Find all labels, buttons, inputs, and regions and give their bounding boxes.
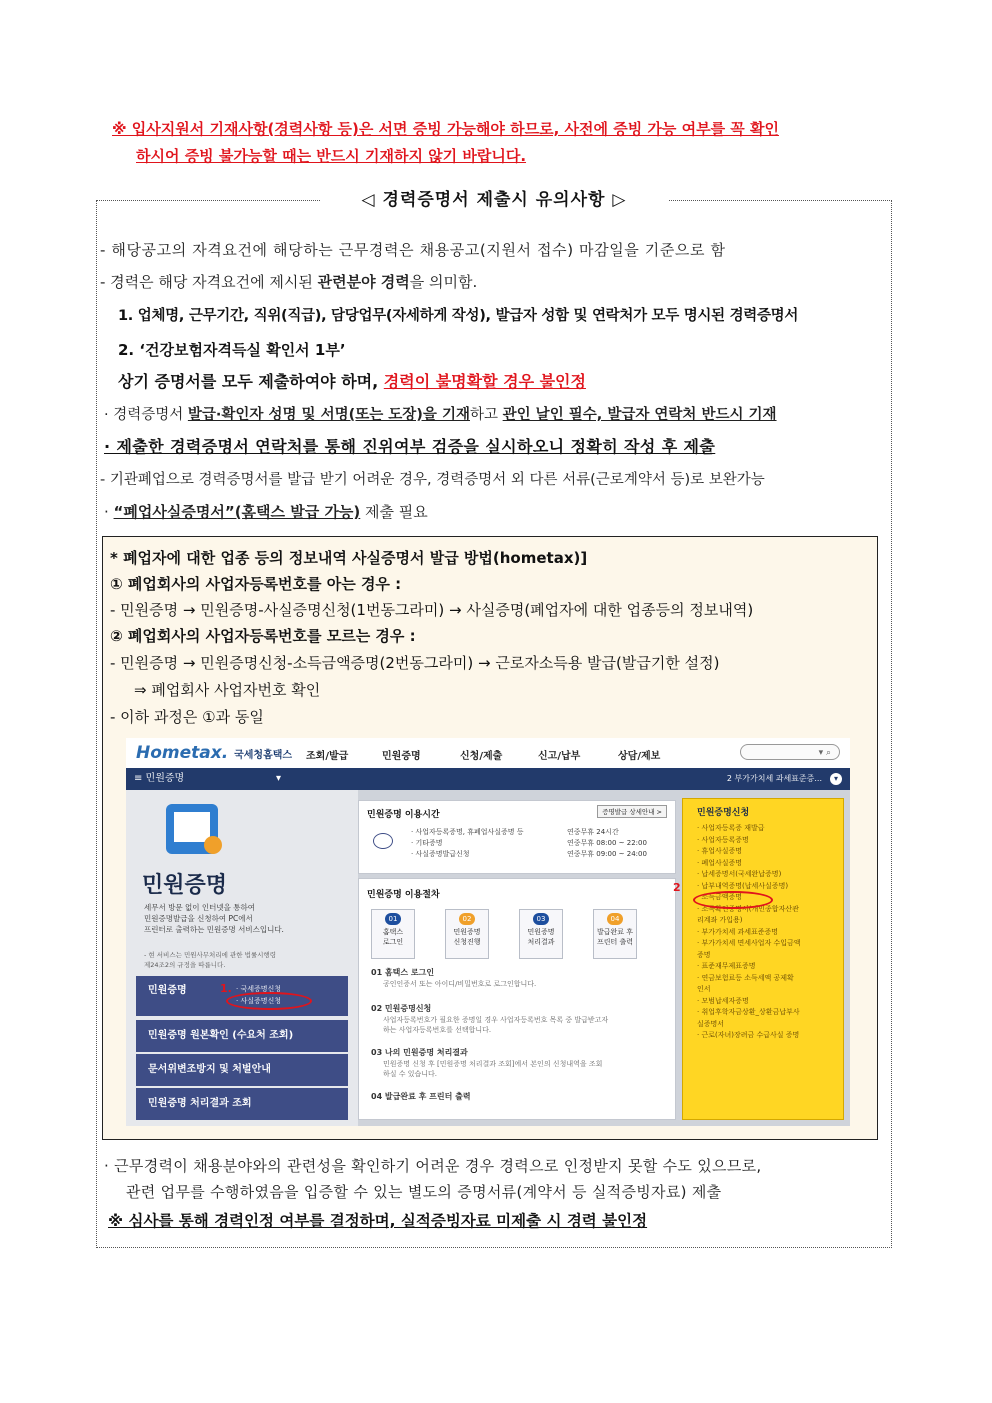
text-line-9: · “폐업사실증명서”(홈택스 발급 가능) 제출 필요	[104, 503, 428, 521]
result-button[interactable]: 민원증명 처리결과 조회	[136, 1088, 348, 1120]
page-description: 세무서 방문 없이 인터넷을 통하여 민원증명발급을 신청하여 PC에서 프린터로 출력하는 민원증명 서비스입니다.	[144, 903, 284, 934]
cert-apply-title: 민원증명신청	[697, 808, 750, 818]
proc-step-3: 03 나의 민원증명 처리결과	[371, 1048, 468, 1057]
cert-list-item[interactable]: · 사업자등록증 재발급	[697, 824, 765, 832]
cert-list-item[interactable]: · 근로(자녀)장려금 수급사실 증명	[697, 1031, 800, 1039]
box-line-5: - 민원증명 → 민원증명신청-소득금액증명(2번동그라미) → 근로자소득용 발급(발급기한 설정)	[110, 654, 720, 672]
notice-line-2: 하시어 증빙 불가능할 때는 반드시 기재하지 않기 바랍니다.	[136, 147, 527, 165]
box-line-7: - 이하 과정은 ①과 동일	[110, 708, 264, 726]
box-line-4: ② 폐업회사의 사업자등록번호를 모르는 경우 :	[110, 627, 416, 645]
cert-list-item[interactable]: · 소득금액증명	[697, 893, 743, 901]
menu-label[interactable]: ≡ 민원증명	[134, 773, 185, 784]
notice-line-1: ※ 입사지원서 기재사항(경력사항 등)은 서면 증빙 가능해야 하므로, 사전에 증빙 가능 여부를 꼭 확인	[112, 120, 779, 138]
nav-item[interactable]: 민원증명	[382, 751, 421, 762]
cert-list-item[interactable]: · 모범납세자증명	[697, 996, 749, 1005]
text-line-4: 2. ‘건강보험자격득실 확인서 1부’	[118, 341, 346, 359]
proc-step-2-desc: 하는 사업자등록번호를 선택합니다.	[383, 1026, 492, 1034]
step-box: 01 홈택스 로그인	[371, 909, 415, 959]
proc-step-1-desc: 공인인증서 또는 아이디/비밀번호로 로그인합니다.	[383, 980, 537, 988]
proc-step-2-desc: 사업자등록번호가 필요한 증명일 경우 사업자등록번호 목록 중 발급받고자	[383, 1016, 609, 1024]
bottom-line-2: 관련 업무를 수행하였음을 입증할 수 있는 별도의 증명서류(계약서 등 실적증빙자료) 제출	[126, 1183, 722, 1201]
nav-item[interactable]: 조회/발급	[306, 751, 349, 762]
cert-list-item[interactable]: · 휴업사실증명	[697, 847, 743, 855]
cert-list-item[interactable]: 증명	[697, 950, 711, 959]
cert-list-item[interactable]: · 폐업사실증명	[697, 858, 743, 867]
bar-right[interactable]: 2 부가가치세 과세표준증...	[726, 774, 822, 783]
nav-item[interactable]: 신청/제출	[460, 751, 503, 762]
hometax-screenshot	[126, 738, 850, 1126]
box-line-1: * 폐업자에 대한 업종 등의 정보내역 사실증명서 발급 방법(hometax)]	[110, 549, 588, 567]
cert-list-item[interactable]: · 납세증명서(국세완납증명)	[697, 870, 782, 878]
procedure-title: 민원증명 이용절차	[367, 890, 440, 900]
section-title: ◁ 경력증명서 제출시 유의사항 ▷	[320, 184, 668, 216]
proc-step-3-desc: 민원증명 신청 후 [민원증명 처리결과 조회]에서 본인의 신청내역을 조회	[383, 1060, 603, 1068]
cert-list	[697, 823, 801, 1042]
cert-apply-panel	[673, 798, 844, 1120]
top-notice	[112, 116, 902, 170]
cert-list-item[interactable]: · 표준재무제표증명	[697, 962, 756, 970]
menu-bar	[126, 768, 850, 790]
text-line-7: · 제출한 경력증명서 연락처를 통해 진위여부 검증을 실시하오니 정확히 작성 후 제출	[104, 437, 716, 456]
text-line-1: - 해당공고의 자격요건에 해당하는 근무경력은 채용공고(지원서 접수) 마감일을 기준으로 함	[100, 241, 726, 259]
proc-step-2: 02 민원증명신청	[371, 1004, 432, 1013]
nav-item[interactable]: 신고/납부	[538, 751, 581, 762]
highlight-oval	[693, 891, 773, 909]
cert-list-item[interactable]: · 연금보험료등 소득세액 공제확	[697, 973, 794, 982]
text-line-5: 상기 증명서를 모두 제출하여야 하며, 경력이 불명확할 경우 불인정	[118, 372, 586, 391]
box-line-2: ① 폐업회사의 사업자등록번호를 아는 경우 :	[110, 575, 402, 593]
hometax-logo: Hometax. 국세청홈택스	[136, 743, 293, 763]
usage-procedure-card	[358, 878, 676, 1120]
text-line-8: - 기관폐업으로 경력증명서를 발급 받기 어려운 경우, 경력증명서 외 다른 서류(근로계약서 등)로 보완가능	[100, 472, 765, 488]
cert-list-item[interactable]: · 취업후학자금상환_상환금납부사	[697, 1008, 800, 1016]
box-line-6: ⇒ 폐업회사 사업자번호 확인	[134, 681, 321, 699]
clock-icon	[373, 833, 393, 849]
civil-cert-button[interactable]: 민원증명	[136, 976, 348, 1016]
bottom-line-1: · 근무경력이 채용분야와의 관련성을 확인하기 어려운 경우 경력으로 인정받지 못할 수도 있으므로,	[104, 1157, 762, 1175]
proc-step-4: 04 발급완료 후 프린터 출력	[371, 1092, 471, 1101]
chevron-down-icon[interactable]: ▾	[830, 773, 842, 785]
proc-step-1: 01 홈택스 로그인	[371, 968, 435, 977]
nav-item[interactable]: 상담/제보	[618, 751, 661, 762]
highlight-oval	[226, 992, 312, 1010]
verify-button[interactable]: 민원증명 원본확인 (수요처 조회)	[136, 1020, 348, 1052]
page-note: - 현 서비스는 민원사무처리에 관한 법률시행령 제24조2의 규정을 따릅니다.	[144, 951, 276, 969]
sub-link[interactable]: · 사실증명신청	[236, 997, 282, 1005]
step-box: 02 민원증명 신청진행	[445, 909, 489, 959]
sub-link[interactable]: · 국세증명신청	[236, 985, 282, 993]
search-icon: ⌕	[825, 748, 831, 758]
cert-list-item[interactable]: · 납부내역증명(납세사실증명)	[697, 881, 789, 890]
cert-list-item[interactable]: 실증명서	[697, 1019, 725, 1028]
bottom-line-3: ※ 심사를 통해 경력인정 여부를 결정하며, 실적증빙자료 미제출 시 경력 불인정	[108, 1212, 648, 1230]
text-line-2: - 경력은 해당 자격요건에 제시된 관련분야 경력을 의미함.	[100, 273, 478, 291]
chevron-down-icon: ▾	[276, 773, 282, 784]
cert-list-item[interactable]: 인서	[697, 985, 711, 993]
marker-1: 1.	[220, 982, 232, 995]
forgery-guide-button[interactable]: 문서위변조방지 및 처벌안내	[136, 1054, 348, 1086]
box-line-3: - 민원증명 → 민원증명-사실증명신청(1번동그라미) → 사실증명(폐업자에 대한 업종등의 정보내역)	[110, 601, 754, 619]
cert-list-item[interactable]: · 부가가치세 과세표준증명	[697, 927, 779, 936]
page-title: 민원증명	[142, 873, 228, 898]
step-box: 03 민원증명 처리결과	[519, 909, 563, 959]
left-panel	[126, 790, 358, 1126]
cert-list-item[interactable]: · 소득확인증명서(개인종합자산관	[697, 904, 799, 913]
hometax-header	[126, 738, 850, 768]
cert-list-item[interactable]: · 부가가치세 면세사업자 수입금액	[697, 939, 801, 947]
usage-time-card: 민원증명 이용시간 증명발급 상세안내 > · 사업자등록증명, 휴폐업사실증명 등 · 기타증명 · 사실증명발급신청 연중무휴 24시간 연중무휴 08:00 ~ 22:00 연중무휴 09:00 ~ 24:00	[358, 800, 676, 874]
cert-list-item[interactable]: · 사업자등록증명	[697, 835, 749, 844]
proc-step-3-desc: 하실 수 있습니다.	[383, 1070, 438, 1078]
step-box: 04 발급완료 후 프린터 출력	[593, 909, 637, 959]
marker-2: 2	[673, 881, 681, 894]
detail-guide-button[interactable]: 증명발급 상세안내 >	[597, 805, 667, 818]
usage-time-title: 민원증명 이용시간	[367, 810, 440, 820]
search-input[interactable]: ▾ ⌕	[740, 744, 840, 760]
text-line-6: · 경력증명서 발급·확인자 성명 및 서명(또는 도장)을 기재하고 관인 날인 필수, 발급자 연락처 반드시 기재	[104, 407, 777, 423]
document-icon	[166, 804, 218, 854]
text-line-3: 1. 업체명, 근무기간, 직위(직급), 담당업무(자세하게 작성), 발급자 성함 및 연락처가 모두 명시된 경력증명서	[118, 308, 799, 324]
cert-list-item[interactable]: 리계좌 가입용)	[697, 916, 743, 924]
